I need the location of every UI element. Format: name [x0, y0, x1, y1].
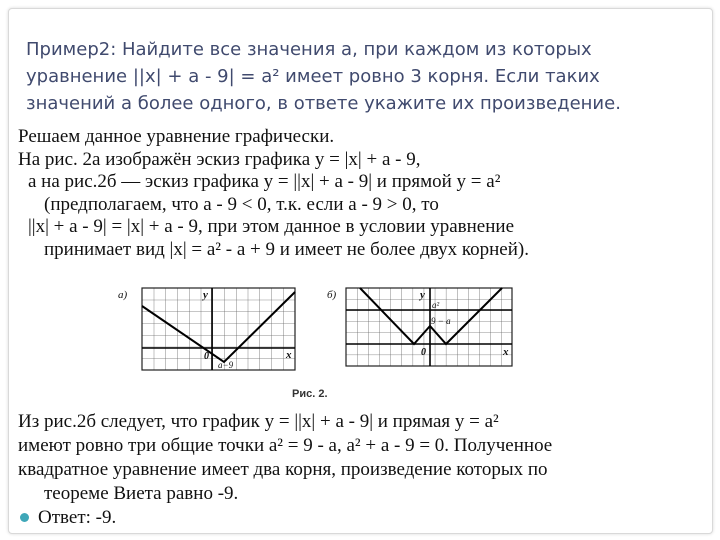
solution-line: На рис. 2а изображён эскиз графика y = |x| + a - 9,	[18, 148, 421, 170]
conclusion-line: имеют ровно три общие точки a² = 9 - a, a² + a - 9 = 0. Полученное	[18, 435, 553, 456]
slide-title	[26, 36, 706, 117]
solution-line: (предполагаем, что a - 9 < 0, т.к. если a - 9 > 0, то	[44, 193, 439, 215]
figure-2	[112, 284, 520, 406]
graph-a-y-label: y	[203, 289, 208, 301]
title-line-1: Пример2: Найдите все значения a, при каждом из которых	[26, 39, 592, 60]
graph-b-line-label: a²	[432, 300, 440, 310]
conclusion-line: квадратное уравнение имеет два корня, произведение которых по	[18, 459, 548, 480]
solution-line: Решаем данное уравнение графически.	[18, 126, 335, 147]
bullet-icon	[20, 513, 29, 522]
conclusion-line: Из рис.2б следует, что график y = ||x| + a - 9| и прямая y = a²	[18, 411, 499, 432]
graph-b-x-label: x	[503, 346, 509, 358]
graph-b-origin: 0	[421, 347, 426, 358]
graph-b-intercept-label: 9 − a	[431, 316, 451, 326]
graph-a-vertex-label: a−9	[218, 360, 234, 370]
solution-text	[18, 126, 708, 261]
answer-line	[18, 506, 708, 530]
graph-b-label: б)	[327, 289, 337, 301]
graph-a	[118, 288, 295, 370]
solution-line: ||x| + a - 9| = |x| + a - 9, при этом данное в условии уравнение	[28, 216, 515, 237]
solution-line: принимает вид |x| = a² - a + 9 и имеет не более двух корней).	[44, 238, 529, 260]
graph-a-label: а)	[118, 289, 128, 301]
graph-a-x-label: x	[286, 349, 292, 361]
figure-caption: Рис. 2.	[292, 388, 328, 400]
graph-b-y-label: y	[420, 289, 425, 301]
graph-a-origin: 0	[204, 351, 209, 362]
conclusion-line: теореме Виета равно -9.	[44, 483, 239, 504]
title-line-3: значений a более одного, в ответе укажите их произведение.	[26, 93, 621, 114]
title-line-2: уравнение ||x| + a - 9| = a² имеет ровно 3 корня. Если таких	[26, 66, 600, 87]
conclusion-text	[18, 410, 708, 530]
graph-b	[327, 288, 512, 366]
answer-text: Ответ: -9.	[38, 507, 117, 528]
solution-line: а на рис.2б — эскиз графика y = ||x| + a - 9| и прямой y = a²	[28, 171, 501, 192]
